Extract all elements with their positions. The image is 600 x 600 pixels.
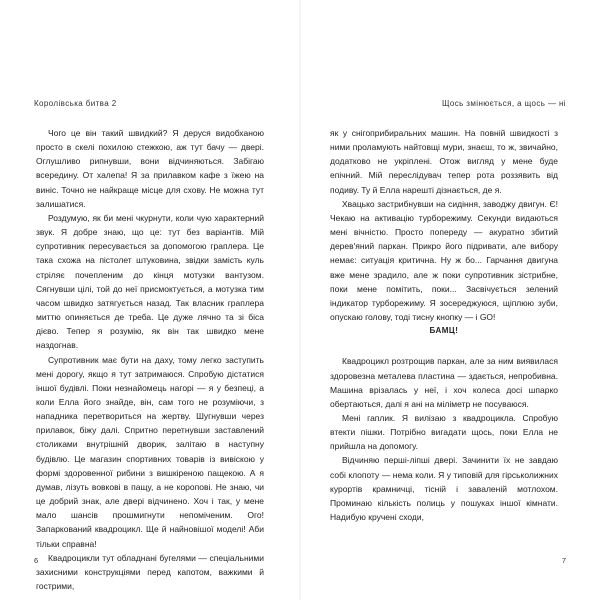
left-paragraph-2: Роздумую, як би мені чкурнути, коли чую характерний звук. Я добре знаю, що це: тут без варіантів. Мій супротивник пересувається за допомогою граплера. Це така схожа на пістолет штуковина, звідки замість куль стріляє почепленим до кінця мотузки вантузом. Сягнувши цілі, той до неї присмоктується, а мотузка тим часом швидко затягується назад. Так власник граплера миттю опиняється де треба. Це дуже лячно та зі біса дієво. Тепер я розумію, як він так швидко мене наздогнав. [36, 212, 264, 351]
right-page-number: 7 [561, 556, 566, 565]
section-heading: БАМЦ! [429, 326, 459, 336]
right-running-head: Щось змінюється, а щось — ні [441, 99, 566, 108]
right-body-text [330, 126, 558, 524]
left-paragraph-3: Супротивник має бути на даху, тому легко заступить мені дорогу, якщо я тут затримаюся. Спробую дістатися іншої будівлі. Поки незнайомець нагорі — я у безпеці, а коли Елла його знайде, він, сам того не розуміючи, з нападника перетвориться на жертву. Шугнувши через прилавок, біжу далі. Спритно перетнувши заставлений столиками внутрішній дворик, залітаю в наступну будівлю. Це магазин спортивних товарів із вивіскою у формі здоровенної рибини з вишкіреною пащекою. А я думав, лізуть вовкові в пащу, а не коропові. Не знаю, чи це добрий знак, але двері відчинено. Хоч і так, у мене мало шансів прошмигнути непоміченим. Ого! Запаркований квадроцикл. Ще й найновішої моделі! Аби тільки справна! [36, 354, 264, 549]
right-paragraph-4: Мені гаплик. Я вилізаю з квадроцикла. Спробую втекти пішки. Потрібно вигадати щось, поки Елла не прийшла на допомогу. [330, 412, 558, 452]
right-page [300, 0, 600, 600]
left-paragraph-1: Чого це він такий швидкий? Я деруся видобханою просто в скелі похилою стежкою, аж тут бачу — двері. Оглушливо рипнувши, вони відчиняються. Забігаю всередину. От халепа! Я за прилавком кафе з їжею на виніс. Точно не найкраще місце для схову. Не можна тут залишатися. [36, 128, 264, 209]
right-paragraph-2: Хвацько застрибнувши на сидіння, заводжу двигун. Є! Чекаю на активацію турборежиму. Секунди видаються мені вічністю. Просто попереду — акуратно збитий дерев'яний паркан. Прикро його підривати, але вибору немає: ситуація критична. Ну ж бо... Гарчання двигуна вже мене зрадило, але ж поки супротивник зістрибне, поки мене помітить, поки... Засвічується зелений індикатор турборежиму. Я зосереджуюся, щіплюю зуби, опускаю голову, тоді тисну кнопку — і GO! [330, 198, 558, 323]
right-paragraph-3: Квадроцикл розтрощив паркан, але за ним виявилася здоровезна металева пластина — здається, непробивна. Машина врізалась у неї, і хоч колеса досі шпарко обертаються, далі я ані на міліметр не посуваюся. [330, 356, 558, 409]
left-paragraph-4: Квадроцикли тут обладнані бугелями — спеціальними захисними конструкціями перед капотом, важкими й гострими, [36, 552, 264, 591]
left-page-number: 6 [34, 556, 39, 565]
left-running-head: Королівська битва 2 [34, 99, 117, 108]
left-body-text [36, 126, 264, 593]
right-paragraph-5: Відчиняю перші-ліпші двері. Зачинити їх не завдаю собі клопоту — нема коли. Я у типовій для гірськолижних курортів крамничці, тісній і заваленій мотлохом. Проминаю кількість полиць у пошуках іншої кімнати. Надибую кручені сходи, [330, 455, 558, 523]
right-paragraph-1: як у снігоприбиральних машин. На повній швидкості з ними проламують найтовщі мури, знаєш, то ж, звичайно, додатково не укріплені. Отож вигляд у мене буде епічний. Мій переслідувач тепер рота роззявить від подиву. Ту й Елла нарешті дізнається, де я. [330, 128, 558, 195]
